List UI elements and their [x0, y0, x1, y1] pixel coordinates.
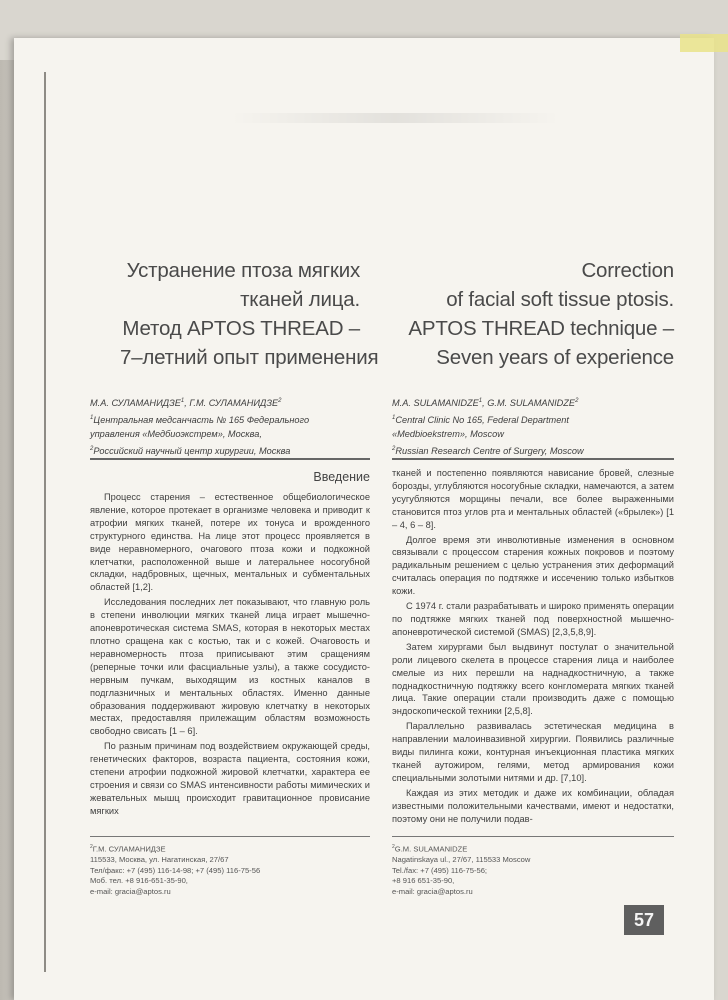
aff-1-line-1: Central Clinic No 165, Federal Department — [395, 414, 569, 425]
aff-2-sup: 2 — [392, 445, 396, 452]
section-heading: Введение — [313, 470, 370, 484]
footnote-sup: 2 — [90, 844, 93, 850]
title-ru-line-1: Устранение птоза мягких — [126, 259, 360, 282]
author-2-sup: 2 — [278, 398, 282, 404]
affiliation-1-ru — [90, 411, 309, 428]
author-2-ru: Г.М. СУЛАМАНИДЗЕ — [189, 398, 279, 409]
affiliation-2-en — [392, 442, 584, 459]
paragraph: По разным причинам под воздействием окружающей среды, генетических факторов, возраста пациента, состояния кожи, степени атрофии подкожной жировой клетчатки, характера ее строения и связи со SMAS интенсивности работы мимических и жевательных мышц происходит гравитационное провисание мягких — [90, 741, 370, 816]
aff-1-line-1: Центральная медсанчасть № 165 Федерального — [93, 414, 310, 425]
paragraph: Затем хирургами был выдвинут постулат о значительной роли лицевого скелета в процессе старения лица и наиболее смелые из них перешли на наднадкостничную, а также поднадкостничную подтяжку всего конгломерата мягких тканей лица. Такие операции стали производить даже с помощью эндоскопической техники [2,5,8]. — [392, 641, 674, 717]
footnote-ru-name — [90, 842, 260, 855]
page-number: 57 — [624, 905, 664, 935]
footnote-en-mobile: +8 916 651-35-90, — [392, 876, 455, 886]
title-en-line-3: APTOS THREAD technique – — [408, 317, 674, 340]
affiliation-1-ru-cont: управления «Медбиоэкстрем», Москва, — [90, 429, 262, 440]
footnote-divider-en — [392, 836, 674, 837]
title-ru-line-3: Метод APTOS THREAD – — [122, 317, 360, 340]
aff-2-sup: 2 — [90, 445, 94, 452]
title-ru-line-4: 7–летний опыт применения — [120, 346, 379, 369]
paragraph: Каждая из этих методик и даже их комбинации, обладая известными положительными качествами, имеют и недостатки, поэтому они не получили подав- — [392, 787, 674, 824]
aff-2-text: Российский научный центр хирургии, Москва — [93, 445, 291, 456]
footnote-en-name — [392, 842, 530, 855]
aff-2-text: Russian Research Centre of Surgery, Moscow — [395, 445, 584, 456]
footnote-ru-address: 115533, Москва, ул. Нагатинская, 27/67 — [90, 855, 229, 865]
paragraph: Исследования последних лет показывают, что главную роль в степени инволюции мягких тканей лица играет мышечно-апоневротическая система SMAS, которая в некоторых местах плотно сращена как с костью, так и с кожей. Очаговость и неравномерность птоза приписывают этим сращениям (реперные точки или фасциальные узлы), а также сосудисто-нервным пучкам, выходящим из костных каналов в подглазничных и ментальных областях. Именно данные образования поддерживают жировую клетчатку в некоторых местах, предоставляя прилежащим областям возможность свободно свисать [1 – 6]. — [90, 597, 370, 737]
body-column-ru — [90, 491, 370, 820]
bleed-through-line — [230, 113, 560, 123]
aff-1-sup: 1 — [392, 414, 396, 421]
footnote-divider-ru — [90, 836, 370, 837]
affiliation-1-en-cont: «Medbioekstrem», Moscow — [392, 429, 504, 440]
footnote-name: Г.М. СУЛАМАНИДЗЕ — [92, 844, 166, 854]
title-ru-line-2: тканей лица. — [240, 288, 360, 311]
affiliation-1-en — [392, 411, 584, 428]
divider-en — [392, 458, 674, 460]
paragraph: Долгое время эти инволютивные изменения в основном связывали с процессом старения кожных покровов и поэтому радикальным решением с целью устранения этих деформаций считалась операция по подтяжке и иссечению только избытков кожи. — [392, 534, 674, 597]
sticky-tab — [680, 34, 728, 52]
footnote-name: G.M. SULAMANIDZE — [394, 844, 468, 854]
footnote-ru-email: e-mail: gracia@aptos.ru — [90, 886, 171, 896]
title-en-line-2: of facial soft tissue ptosis. — [446, 288, 674, 311]
title-en-line-4: Seven years of experience — [436, 346, 674, 369]
footnote-ru-mobile: Моб. тел. +8 916-651-35-90, — [90, 876, 188, 886]
article-title-en — [392, 256, 674, 372]
author-2-en: G.M. SULAMANIDZE — [487, 398, 576, 409]
author-2-sup: 2 — [575, 398, 579, 404]
footnote-ru — [90, 842, 260, 898]
author-names-en — [392, 394, 584, 411]
author-1-en: M.A. SULAMANIDZE — [392, 398, 479, 409]
footnote-sup: 2 — [392, 844, 395, 850]
paragraph: Параллельно развивалась эстетическая медицина в направлении малоинвазивной хирургии. Появились различные виды пилинга кожи, контурная инъекционная пластика мягких тканей аутожиром, гелями, метод армирования кожи специальными золотыми нитями и др. [7,10]. — [392, 721, 674, 783]
footnote-en-email: e-mail: gracia@aptos.ru — [392, 886, 473, 896]
author-sep: , — [184, 398, 190, 409]
page-edge-line — [44, 72, 46, 972]
body-column-right — [392, 467, 674, 827]
footnote-en — [392, 842, 530, 898]
divider-ru — [90, 458, 370, 460]
paragraph: тканей и постепенно появляются нависание бровей, слезные борозды, углубляются носогубные складки, намечаются, а затем усугубляются морщины печали, все более выраженными становится птоз углов рта и ментальных областей («брылек») [1 – 4, 6 – 8]. — [392, 468, 674, 530]
author-1-sup: 1 — [180, 398, 185, 404]
author-sep: , — [482, 398, 488, 409]
affiliation-2-ru — [90, 442, 309, 459]
authors-ru — [90, 394, 309, 458]
title-en-line-1: Correction — [581, 259, 674, 282]
paragraph: С 1974 г. стали разрабатывать и широко применять операции по подтяжке мягких тканей под поверхностной мышечно-апоневротической системой (SMAS) [2,3,5,8,9]. — [392, 601, 674, 637]
article-title-ru — [120, 256, 379, 372]
author-1-ru: М.А. СУЛАМАНИДЗЕ — [90, 398, 181, 409]
footnote-en-address: Nagatinskaya ul., 27/67, 115533 Moscow — [392, 855, 531, 865]
paragraph: Процесс старения – естественное общебиологическое явление, которое протекает в организме человека и приводит к атрофии мягких тканей, потере их тонуса и врожденного структурного единства. На лице этот процесс проявляется в виде неравномерного, очагового птоза кожи и подкожной клетчатки, расположенной выше и латеральнее носогубной складки, надбровных, щечных, ментальных и субментальных областей [1,2]. — [90, 492, 370, 593]
aff-1-sup: 1 — [90, 414, 94, 421]
author-1-sup: 1 — [478, 398, 483, 404]
authors-en — [392, 394, 584, 458]
footnote-en-phone: Tel./fax: +7 (495) 116-75-56; — [392, 865, 488, 875]
author-names-ru — [90, 394, 309, 411]
footnote-ru-phone: Тел/факс: +7 (495) 116-14-98; +7 (495) 116-75-56 — [90, 865, 261, 875]
